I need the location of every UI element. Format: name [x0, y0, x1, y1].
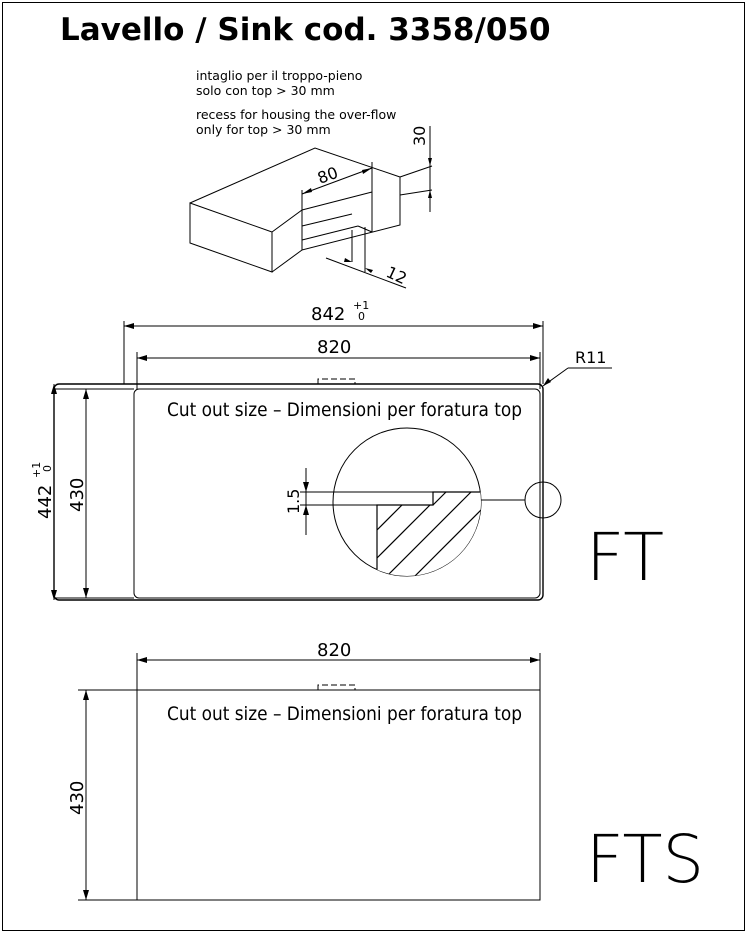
ft-dim-rim: 1.5	[284, 488, 303, 514]
fts-dim-cut-width: 820	[317, 640, 352, 661]
overflow-recess-detail	[190, 126, 432, 289]
ft-dim-outer-height-tol-minus: 0	[41, 465, 54, 472]
ft-caption: Cut out size – Dimensioni per foratura top	[167, 399, 522, 421]
page-title: Lavello / Sink cod. 3358/050	[60, 12, 551, 48]
ft-dim-outer-height: 442	[35, 484, 56, 519]
ft-overflow-marker	[318, 379, 355, 384]
countertop-body-outline	[190, 148, 400, 250]
ft-dim-cut-height: 430	[67, 477, 88, 512]
ft-rim-profile	[306, 492, 433, 505]
ft-dim-outer-height-tol-plus: +1	[30, 461, 43, 478]
ft-dim-outer-width-tol-minus: 0	[358, 310, 365, 323]
fts-drawing	[67, 640, 704, 900]
ft-drawing	[30, 299, 664, 600]
note-english-line2: only for top > 30 mm	[196, 122, 331, 137]
dim-recess-offset: 12	[383, 262, 410, 289]
fts-dim-cut-height: 430	[67, 780, 88, 815]
fts-caption: Cut out size – Dimensioni per foratura top	[167, 703, 522, 725]
dim-recess-width: 80	[314, 162, 341, 188]
ft-model-label: FT	[586, 519, 664, 596]
ft-dim-outer-width: 842	[311, 304, 346, 325]
note-italian-line2: solo con top > 30 mm	[196, 83, 335, 98]
dim-recess-depth: 30	[410, 125, 429, 146]
ft-dim-cut-width: 820	[317, 337, 352, 358]
ft-dim-radius: R11	[575, 348, 607, 367]
fts-overflow-marker	[318, 685, 355, 690]
fts-model-label: FTS	[586, 821, 704, 898]
note-english-line1: recess for housing the over-flow	[196, 107, 397, 122]
note-italian-line1: intaglio per il troppo-pieno	[196, 68, 363, 83]
countertop-section-hatched	[190, 203, 272, 272]
ft-dim-outer-width-tol-plus: +1	[353, 299, 370, 312]
